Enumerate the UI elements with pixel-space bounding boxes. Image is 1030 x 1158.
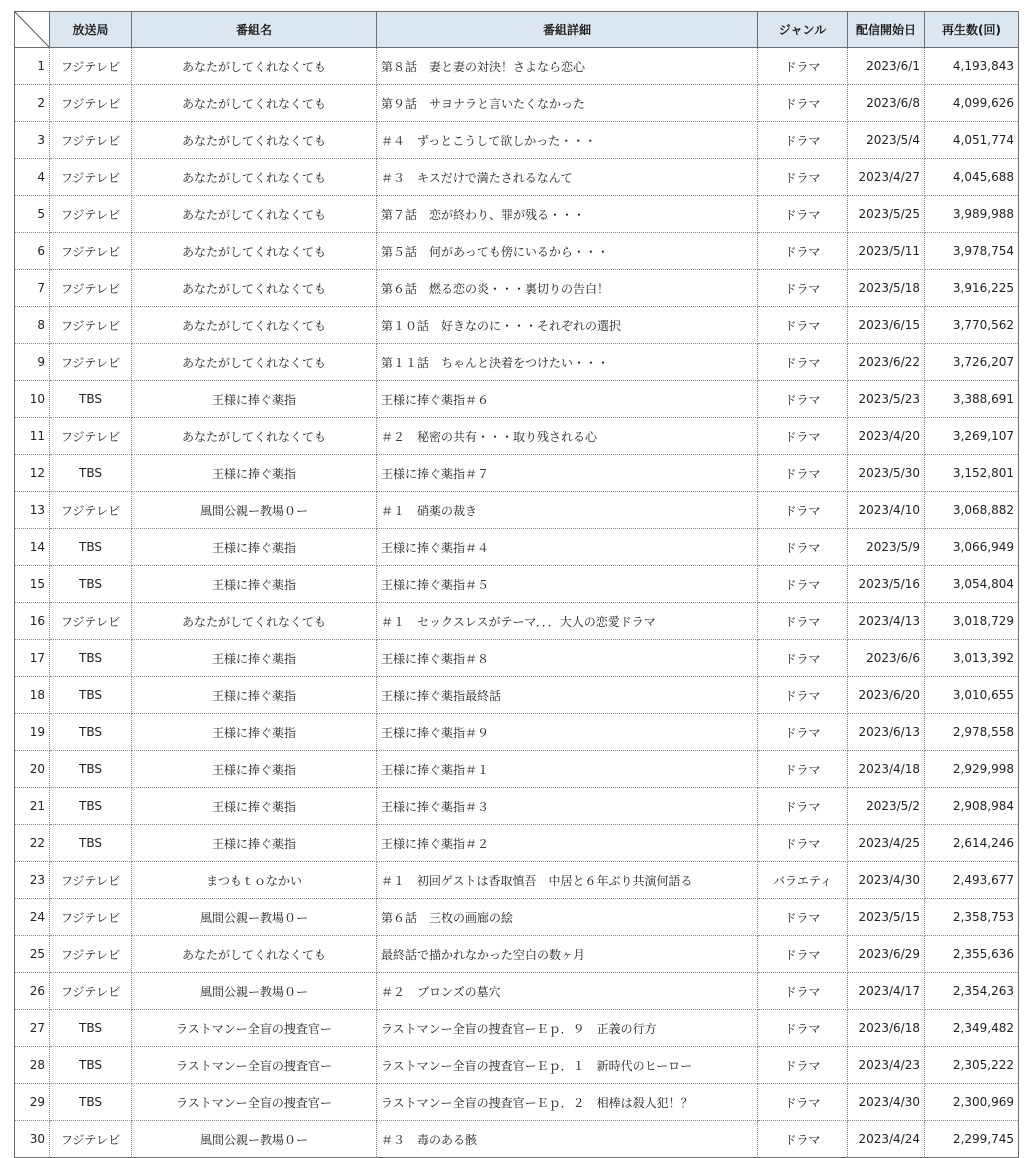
start-date-cell: 2023/5/23: [848, 381, 925, 418]
table-row: [15, 381, 1019, 418]
program-name-cell: あなたがしてくれなくても: [132, 48, 377, 85]
station-cell: TBS: [50, 825, 132, 862]
program-name-cell: 王様に捧ぐ薬指: [132, 751, 377, 788]
program-name-cell: あなたがしてくれなくても: [132, 159, 377, 196]
start-date-cell: 2023/5/2: [848, 788, 925, 825]
start-date-cell: 2023/5/25: [848, 196, 925, 233]
station-cell: フジテレビ: [50, 233, 132, 270]
program-detail-cell: 王様に捧ぐ薬指最終話: [377, 677, 758, 714]
play-count-cell: 4,193,843: [925, 48, 1019, 85]
play-count-cell: 2,614,246: [925, 825, 1019, 862]
program-detail-cell: 第９話 サヨナラと言いたくなかった: [377, 85, 758, 122]
program-name-cell: 王様に捧ぐ薬指: [132, 381, 377, 418]
program-name-cell: ラストマンー全盲の捜査官ー: [132, 1010, 377, 1047]
station-cell: TBS: [50, 566, 132, 603]
table-row: [15, 307, 1019, 344]
rank-cell: 18: [15, 677, 50, 714]
program-detail-cell: 第１０話 好きなのに・・・それぞれの選択: [377, 307, 758, 344]
start-date-cell: 2023/5/11: [848, 233, 925, 270]
start-date-cell: 2023/4/17: [848, 973, 925, 1010]
station-cell: TBS: [50, 1084, 132, 1121]
play-count-cell: 4,099,626: [925, 85, 1019, 122]
genre-cell: ドラマ: [758, 1084, 848, 1121]
station-cell: フジテレビ: [50, 48, 132, 85]
play-count-cell: 3,726,207: [925, 344, 1019, 381]
station-cell: フジテレビ: [50, 899, 132, 936]
station-cell: TBS: [50, 1047, 132, 1084]
station-cell: フジテレビ: [50, 862, 132, 899]
station-cell: TBS: [50, 677, 132, 714]
genre-cell: バラエティ: [758, 862, 848, 899]
program-name-cell: まつもｔｏなかい: [132, 862, 377, 899]
table-row: [15, 196, 1019, 233]
genre-cell: ドラマ: [758, 270, 848, 307]
start-date-cell: 2023/6/20: [848, 677, 925, 714]
genre-cell: ドラマ: [758, 455, 848, 492]
rank-cell: 27: [15, 1010, 50, 1047]
table-row: [15, 344, 1019, 381]
program-name-cell: ラストマンー全盲の捜査官ー: [132, 1084, 377, 1121]
program-detail-cell: ラストマンー全盲の捜査官ーＥｐ．９ 正義の行方: [377, 1010, 758, 1047]
genre-cell: ドラマ: [758, 344, 848, 381]
diagonal-line-icon: [15, 12, 49, 47]
table-row: [15, 936, 1019, 973]
play-count-cell: 3,066,949: [925, 529, 1019, 566]
rank-cell: 13: [15, 492, 50, 529]
play-count-cell: 2,299,745: [925, 1121, 1019, 1158]
start-date-cell: 2023/6/22: [848, 344, 925, 381]
table-row: [15, 270, 1019, 307]
program-detail-cell: ラストマンー全盲の捜査官ーＥｐ．２ 相棒は殺人犯！？: [377, 1084, 758, 1121]
play-count-cell: 3,018,729: [925, 603, 1019, 640]
rank-cell: 9: [15, 344, 50, 381]
table-body: [15, 48, 1019, 1158]
program-detail-cell: 第６話 燃る恋の炎・・・裏切りの告白！: [377, 270, 758, 307]
ranking-table: [14, 11, 1019, 1158]
start-date-cell: 2023/4/27: [848, 159, 925, 196]
program-detail-cell: ラストマンー全盲の捜査官ーＥｐ．１ 新時代のヒーロー: [377, 1047, 758, 1084]
play-count-cell: 2,354,263: [925, 973, 1019, 1010]
start-date-cell: 2023/4/30: [848, 1084, 925, 1121]
play-count-cell: 3,013,392: [925, 640, 1019, 677]
start-date-cell: 2023/5/16: [848, 566, 925, 603]
start-date-cell: 2023/4/20: [848, 418, 925, 455]
genre-cell: ドラマ: [758, 492, 848, 529]
table-row: [15, 640, 1019, 677]
table-row: [15, 233, 1019, 270]
genre-cell: ドラマ: [758, 381, 848, 418]
genre-cell: ドラマ: [758, 196, 848, 233]
genre-cell: ドラマ: [758, 1121, 848, 1158]
start-date-cell: 2023/4/18: [848, 751, 925, 788]
start-date-cell: 2023/5/18: [848, 270, 925, 307]
program-name-cell: あなたがしてくれなくても: [132, 603, 377, 640]
play-count-cell: 2,493,677: [925, 862, 1019, 899]
start-date-cell: 2023/4/30: [848, 862, 925, 899]
rank-cell: 21: [15, 788, 50, 825]
genre-cell: ドラマ: [758, 122, 848, 159]
station-cell: フジテレビ: [50, 122, 132, 159]
program-detail-cell: 王様に捧ぐ薬指＃２: [377, 825, 758, 862]
program-name-cell: あなたがしてくれなくても: [132, 85, 377, 122]
program-name-cell: 王様に捧ぐ薬指: [132, 566, 377, 603]
genre-cell: ドラマ: [758, 159, 848, 196]
table-row: [15, 85, 1019, 122]
header-play-count: 再生数(回): [925, 12, 1019, 48]
station-cell: TBS: [50, 1010, 132, 1047]
table-row: [15, 825, 1019, 862]
corner-cell: [15, 12, 50, 48]
program-name-cell: あなたがしてくれなくても: [132, 270, 377, 307]
program-detail-cell: 第６話 三枚の画廊の絵: [377, 899, 758, 936]
station-cell: TBS: [50, 640, 132, 677]
start-date-cell: 2023/6/13: [848, 714, 925, 751]
start-date-cell: 2023/4/25: [848, 825, 925, 862]
station-cell: フジテレビ: [50, 418, 132, 455]
table-row: [15, 1084, 1019, 1121]
genre-cell: ドラマ: [758, 677, 848, 714]
genre-cell: ドラマ: [758, 566, 848, 603]
start-date-cell: 2023/4/13: [848, 603, 925, 640]
rank-cell: 23: [15, 862, 50, 899]
rank-cell: 29: [15, 1084, 50, 1121]
play-count-cell: 3,989,988: [925, 196, 1019, 233]
station-cell: フジテレビ: [50, 344, 132, 381]
genre-cell: ドラマ: [758, 418, 848, 455]
station-cell: フジテレビ: [50, 85, 132, 122]
program-name-cell: 風間公親ー教場０ー: [132, 899, 377, 936]
program-name-cell: 王様に捧ぐ薬指: [132, 714, 377, 751]
start-date-cell: 2023/6/8: [848, 85, 925, 122]
program-detail-cell: 王様に捧ぐ薬指＃４: [377, 529, 758, 566]
header-start-date: 配信開始日: [848, 12, 925, 48]
play-count-cell: 3,054,804: [925, 566, 1019, 603]
station-cell: フジテレビ: [50, 1121, 132, 1158]
program-detail-cell: ＃１ 初回ゲストは香取慎吾 中居と６年ぶり共演何語る: [377, 862, 758, 899]
program-name-cell: 王様に捧ぐ薬指: [132, 640, 377, 677]
table-row: [15, 418, 1019, 455]
start-date-cell: 2023/4/24: [848, 1121, 925, 1158]
program-detail-cell: 第７話 恋が終わり、罪が残る・・・: [377, 196, 758, 233]
table-row: [15, 862, 1019, 899]
station-cell: フジテレビ: [50, 196, 132, 233]
rank-cell: 10: [15, 381, 50, 418]
rank-cell: 12: [15, 455, 50, 492]
genre-cell: ドラマ: [758, 936, 848, 973]
program-name-cell: あなたがしてくれなくても: [132, 196, 377, 233]
rank-cell: 1: [15, 48, 50, 85]
table-row: [15, 1121, 1019, 1158]
rank-cell: 4: [15, 159, 50, 196]
program-detail-cell: 王様に捧ぐ薬指＃９: [377, 714, 758, 751]
genre-cell: ドラマ: [758, 788, 848, 825]
program-detail-cell: 王様に捧ぐ薬指＃３: [377, 788, 758, 825]
program-detail-cell: 王様に捧ぐ薬指＃８: [377, 640, 758, 677]
station-cell: フジテレビ: [50, 936, 132, 973]
rank-cell: 6: [15, 233, 50, 270]
program-name-cell: あなたがしてくれなくても: [132, 344, 377, 381]
station-cell: フジテレビ: [50, 307, 132, 344]
start-date-cell: 2023/5/4: [848, 122, 925, 159]
play-count-cell: 2,349,482: [925, 1010, 1019, 1047]
genre-cell: ドラマ: [758, 973, 848, 1010]
genre-cell: ドラマ: [758, 233, 848, 270]
header-row: [15, 12, 1019, 48]
program-detail-cell: 第８話 妻と妻の対決！さよなら恋心: [377, 48, 758, 85]
program-detail-cell: 王様に捧ぐ薬指＃５: [377, 566, 758, 603]
genre-cell: ドラマ: [758, 1047, 848, 1084]
station-cell: TBS: [50, 751, 132, 788]
start-date-cell: 2023/5/15: [848, 899, 925, 936]
rank-cell: 17: [15, 640, 50, 677]
rank-cell: 25: [15, 936, 50, 973]
play-count-cell: 2,300,969: [925, 1084, 1019, 1121]
program-name-cell: 王様に捧ぐ薬指: [132, 825, 377, 862]
header-station: 放送局: [50, 12, 132, 48]
genre-cell: ドラマ: [758, 307, 848, 344]
table-row: [15, 788, 1019, 825]
program-name-cell: あなたがしてくれなくても: [132, 307, 377, 344]
rank-cell: 16: [15, 603, 50, 640]
genre-cell: ドラマ: [758, 825, 848, 862]
station-cell: フジテレビ: [50, 159, 132, 196]
program-name-cell: 王様に捧ぐ薬指: [132, 529, 377, 566]
start-date-cell: 2023/6/15: [848, 307, 925, 344]
rank-cell: 28: [15, 1047, 50, 1084]
genre-cell: ドラマ: [758, 85, 848, 122]
table-row: [15, 973, 1019, 1010]
rank-cell: 22: [15, 825, 50, 862]
program-detail-cell: 第１１話 ちゃんと決着をつけたい・・・: [377, 344, 758, 381]
play-count-cell: 3,010,655: [925, 677, 1019, 714]
program-detail-cell: ＃２ 秘密の共有・・・取り残される心: [377, 418, 758, 455]
rank-cell: 8: [15, 307, 50, 344]
table-row: [15, 603, 1019, 640]
start-date-cell: 2023/6/29: [848, 936, 925, 973]
start-date-cell: 2023/5/9: [848, 529, 925, 566]
table-row: [15, 899, 1019, 936]
program-name-cell: あなたがしてくれなくても: [132, 936, 377, 973]
program-detail-cell: 王様に捧ぐ薬指＃１: [377, 751, 758, 788]
rank-cell: 15: [15, 566, 50, 603]
start-date-cell: 2023/6/18: [848, 1010, 925, 1047]
header-program-detail: 番組詳細: [377, 12, 758, 48]
start-date-cell: 2023/6/1: [848, 48, 925, 85]
program-detail-cell: 第５話 何があっても傍にいるから・・・: [377, 233, 758, 270]
play-count-cell: 2,908,984: [925, 788, 1019, 825]
start-date-cell: 2023/5/30: [848, 455, 925, 492]
rank-cell: 24: [15, 899, 50, 936]
rank-cell: 3: [15, 122, 50, 159]
station-cell: TBS: [50, 714, 132, 751]
table-row: [15, 751, 1019, 788]
station-cell: TBS: [50, 381, 132, 418]
table-row: [15, 1047, 1019, 1084]
station-cell: TBS: [50, 455, 132, 492]
program-detail-cell: ＃４ ずっとこうして欲しかった・・・: [377, 122, 758, 159]
rank-cell: 26: [15, 973, 50, 1010]
play-count-cell: 2,358,753: [925, 899, 1019, 936]
table-row: [15, 677, 1019, 714]
header-genre: ジャンル: [758, 12, 848, 48]
program-detail-cell: 最終話で描かれなかった空白の数ヶ月: [377, 936, 758, 973]
start-date-cell: 2023/4/23: [848, 1047, 925, 1084]
table-row: [15, 455, 1019, 492]
program-detail-cell: ＃３ キスだけで満たされるなんて: [377, 159, 758, 196]
table-row: [15, 492, 1019, 529]
play-count-cell: 2,305,222: [925, 1047, 1019, 1084]
program-name-cell: 風間公親ー教場０ー: [132, 973, 377, 1010]
table-row: [15, 529, 1019, 566]
rank-cell: 2: [15, 85, 50, 122]
program-detail-cell: 王様に捧ぐ薬指＃６: [377, 381, 758, 418]
program-name-cell: 王様に捧ぐ薬指: [132, 788, 377, 825]
table-row: [15, 714, 1019, 751]
rank-cell: 14: [15, 529, 50, 566]
genre-cell: ドラマ: [758, 751, 848, 788]
program-detail-cell: ＃１ セックスレスがテーマ．．．大人の恋愛ドラマ: [377, 603, 758, 640]
table-row: [15, 1010, 1019, 1047]
rank-cell: 20: [15, 751, 50, 788]
play-count-cell: 3,978,754: [925, 233, 1019, 270]
play-count-cell: 3,770,562: [925, 307, 1019, 344]
program-name-cell: 王様に捧ぐ薬指: [132, 455, 377, 492]
play-count-cell: 2,355,636: [925, 936, 1019, 973]
program-name-cell: あなたがしてくれなくても: [132, 418, 377, 455]
rank-cell: 11: [15, 418, 50, 455]
program-detail-cell: ＃３ 毒のある骸: [377, 1121, 758, 1158]
station-cell: フジテレビ: [50, 492, 132, 529]
genre-cell: ドラマ: [758, 899, 848, 936]
rank-cell: 7: [15, 270, 50, 307]
station-cell: TBS: [50, 529, 132, 566]
genre-cell: ドラマ: [758, 529, 848, 566]
header-program-name: 番組名: [132, 12, 377, 48]
play-count-cell: 3,388,691: [925, 381, 1019, 418]
start-date-cell: 2023/4/10: [848, 492, 925, 529]
program-name-cell: 風間公親ー教場０ー: [132, 492, 377, 529]
rank-cell: 19: [15, 714, 50, 751]
table-row: [15, 159, 1019, 196]
program-detail-cell: ＃２ ブロンズの墓穴: [377, 973, 758, 1010]
program-name-cell: あなたがしてくれなくても: [132, 122, 377, 159]
table-row: [15, 122, 1019, 159]
program-detail-cell: 王様に捧ぐ薬指＃７: [377, 455, 758, 492]
genre-cell: ドラマ: [758, 603, 848, 640]
station-cell: フジテレビ: [50, 270, 132, 307]
play-count-cell: 3,269,107: [925, 418, 1019, 455]
play-count-cell: 4,051,774: [925, 122, 1019, 159]
genre-cell: ドラマ: [758, 714, 848, 751]
table-row: [15, 566, 1019, 603]
genre-cell: ドラマ: [758, 48, 848, 85]
program-name-cell: あなたがしてくれなくても: [132, 233, 377, 270]
play-count-cell: 3,916,225: [925, 270, 1019, 307]
station-cell: フジテレビ: [50, 973, 132, 1010]
play-count-cell: 3,152,801: [925, 455, 1019, 492]
table-row: [15, 48, 1019, 85]
program-name-cell: 王様に捧ぐ薬指: [132, 677, 377, 714]
rank-cell: 5: [15, 196, 50, 233]
program-name-cell: 風間公親ー教場０ー: [132, 1121, 377, 1158]
play-count-cell: 3,068,882: [925, 492, 1019, 529]
play-count-cell: 4,045,688: [925, 159, 1019, 196]
play-count-cell: 2,978,558: [925, 714, 1019, 751]
start-date-cell: 2023/6/6: [848, 640, 925, 677]
program-detail-cell: ＃１ 硝薬の裁き: [377, 492, 758, 529]
play-count-cell: 2,929,998: [925, 751, 1019, 788]
rank-cell: 30: [15, 1121, 50, 1158]
station-cell: TBS: [50, 788, 132, 825]
genre-cell: ドラマ: [758, 640, 848, 677]
genre-cell: ドラマ: [758, 1010, 848, 1047]
program-name-cell: ラストマンー全盲の捜査官ー: [132, 1047, 377, 1084]
station-cell: フジテレビ: [50, 603, 132, 640]
